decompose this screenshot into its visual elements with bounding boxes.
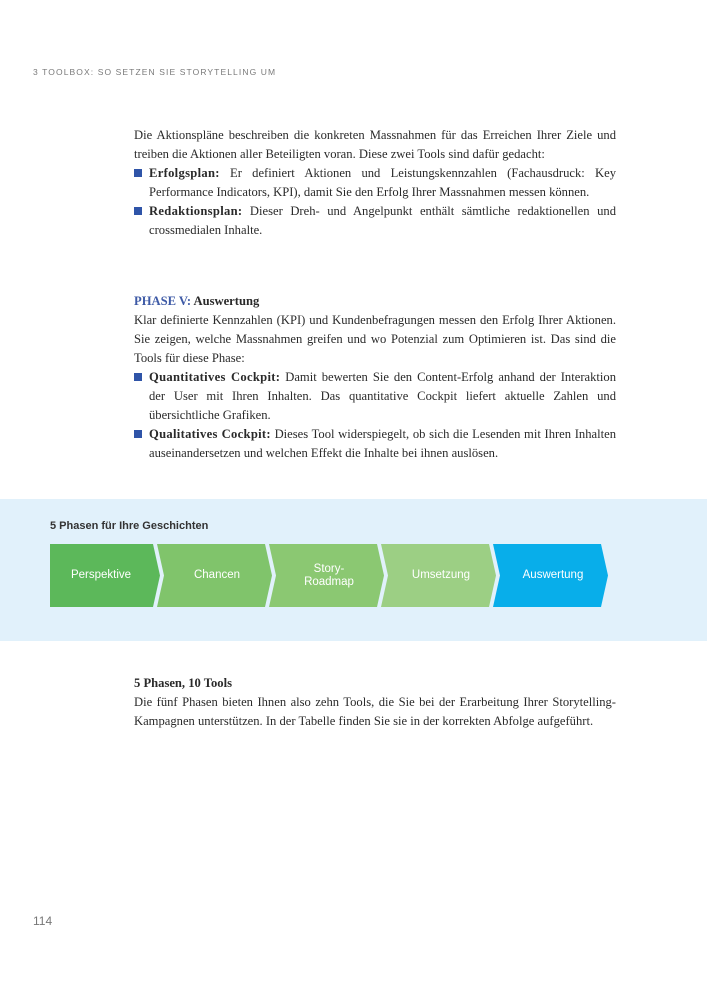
list-item (134, 164, 616, 202)
phase-chevron-row (50, 544, 620, 607)
section-phase-v (134, 292, 616, 463)
phase-label: PHASE V: (134, 294, 192, 308)
phases-diagram-band (0, 499, 707, 641)
phase-label: Auswertung (522, 569, 584, 581)
page-number: 114 (33, 914, 53, 928)
phase-label: Perspektive (70, 569, 132, 581)
tool-description: Damit bewerten Sie den Content-Erfolg anhand der Interaktion der User mit Ihren Inhalten. Das quantitative Cockpit liefert aktuelle Zahlen und übersichtliche Grafiken. (149, 370, 616, 422)
tool-description: Dieser Dreh- und Angelpunkt enthält sämtliche redaktionellen und crossmedialen Inhalte. (149, 204, 616, 237)
section-text: Die fünf Phasen bieten Ihnen also zehn Tools, die Sie bei der Erarbeitung Ihrer Storytelling-Kampagnen unterstützen. In der Tabelle finden Sie sie in der korrekten Abfolge aufgeführt. (134, 695, 616, 728)
square-bullet-icon (134, 207, 142, 215)
section-intro: Klar definierte Kennzahlen (KPI) und Kundenbefragungen messen den Erfolg Ihrer Aktionen. Sie zeigen, welche Massnahmen greifen und wo Potenzial zum Optimieren ist. Das sind die Tools für diese Phase: (134, 313, 616, 365)
square-bullet-icon (134, 169, 142, 177)
diagram-title: 5 Phasen für Ihre Geschichten (50, 520, 209, 532)
section-phases-tools (134, 674, 616, 731)
tool-list (134, 368, 616, 463)
tool-term: Erfolgsplan: (149, 166, 220, 180)
list-item (134, 425, 616, 463)
phase-label: Chancen (193, 569, 241, 581)
phase-label: Umsetzung (411, 569, 471, 581)
square-bullet-icon (134, 373, 142, 381)
phase-heading (134, 292, 616, 311)
phase-label: Story- Roadmap (304, 562, 354, 588)
phase-title: Auswertung (191, 294, 260, 308)
section-action-plans (134, 126, 616, 240)
tool-list (134, 164, 616, 240)
tool-description: Dieses Tool widerspiegelt, ob sich die Lesenden mit Ihren Inhalten auseinandersetzen und welchen Effekt die Inhalte bei ihnen auslösen. (149, 427, 616, 460)
list-item (134, 202, 616, 240)
section-intro: Die Aktionspläne beschreiben die konkreten Massnahmen für das Erreichen Ihrer Ziele und treiben die Aktionen aller Beteiligten voran. Diese zwei Tools sind dafür gedacht: (134, 128, 616, 161)
tool-description: Er definiert Aktionen und Leistungskennzahlen (Fachausdruck: Key Performance Indicators, KPI), damit Sie den Erfolg Ihrer Massnahmen messen können. (149, 166, 616, 199)
section-heading: 5 Phasen, 10 Tools (134, 676, 232, 690)
list-item (134, 368, 616, 425)
square-bullet-icon (134, 430, 142, 438)
tool-term: Redaktionsplan: (149, 204, 243, 218)
running-head: 3 TOOLBOX: SO SETZEN SIE STORYTELLING UM (33, 67, 277, 77)
tool-term: Quantitatives Cockpit: (149, 370, 281, 384)
tool-term: Qualitatives Cockpit: (149, 427, 271, 441)
